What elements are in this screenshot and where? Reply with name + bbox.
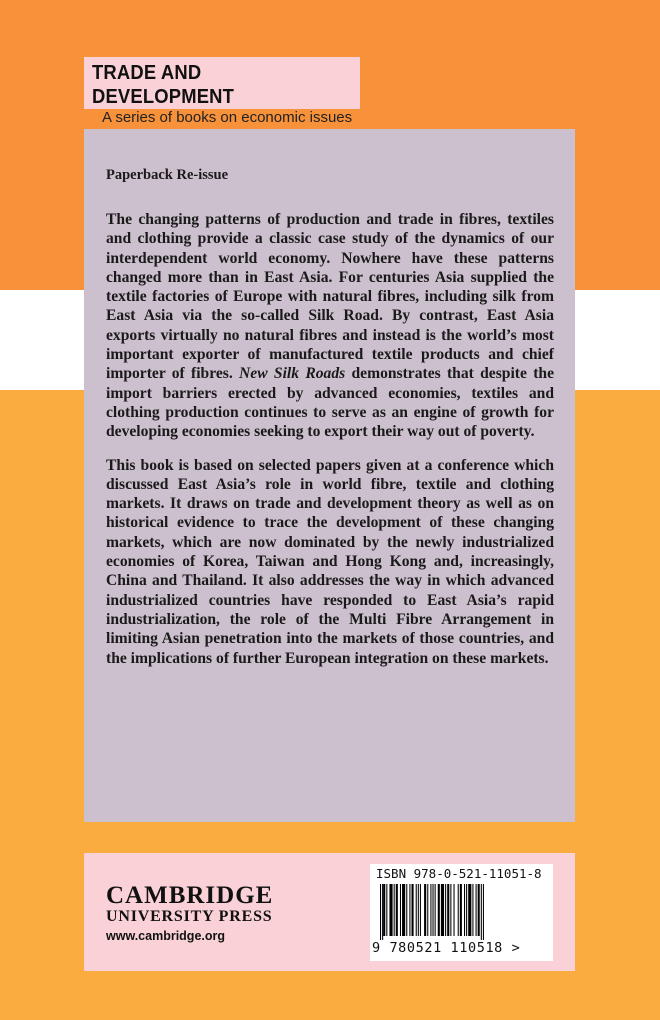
barcode-bar	[472, 884, 473, 936]
publisher-imprint	[84, 853, 575, 971]
barcode-bar	[416, 884, 417, 936]
barcode-bar	[430, 884, 431, 936]
barcode-bar	[433, 884, 434, 936]
barcode-bar	[394, 884, 395, 936]
barcode-bar	[396, 884, 398, 936]
blurb-paragraph-1-part-b: demonstrates that despite the import barriers erected by advanced economies, textiles and clothing production continues to serve as an engine of growth for developing economies seeking to export their way out of poverty.	[106, 365, 554, 441]
barcode-bar	[478, 884, 480, 936]
barcode-bar	[454, 884, 455, 936]
blurb-panel	[84, 129, 575, 822]
barcode-bar	[435, 884, 436, 936]
barcode-bar	[406, 884, 407, 936]
barcode-bar	[460, 884, 462, 936]
series-title: TRADE AND DEVELOPMENT	[92, 62, 235, 108]
blurb-paragraph-1-part-a: The changing patterns of production and trade in fibres, textiles and clothing provide a classic case study of the dynamics of our interdependent world economy. Nowhere have these patterns changed more than in East Asia. For centuries Asia supplied the textile factories of Europe with natural fibres, including silk from East Asia via the so-called Silk Road. By contrast, East Asia exports virtually no natural fibres and instead is the world’s most important exporter of manufactured textile products and chief importer of fibres.	[106, 211, 554, 383]
barcode-bar	[468, 884, 471, 936]
publisher-subname: UNIVERSITY PRESS	[106, 908, 273, 925]
barcode-bar	[458, 884, 459, 936]
series-subtitle: A series of books on economic issues	[102, 109, 353, 126]
barcode-bars	[378, 884, 536, 942]
isbn-barcode	[370, 864, 553, 961]
series-label	[84, 57, 360, 126]
barcode-bar	[382, 884, 383, 940]
barcode-bar	[386, 884, 387, 936]
barcode-bar	[481, 884, 482, 940]
publisher-url: www.cambridge.org	[106, 929, 226, 943]
barcode-bar	[418, 884, 419, 936]
barcode-bar	[445, 884, 446, 936]
barcode-bar	[420, 884, 421, 936]
barcode-bar	[466, 884, 467, 936]
barcode-bar	[483, 884, 484, 940]
reissue-heading: Paperback Re-issue	[106, 167, 229, 183]
barcode-bar	[464, 884, 465, 936]
barcode-bar	[383, 884, 385, 936]
barcode-bar	[389, 884, 392, 936]
barcode-bar	[441, 884, 444, 936]
publisher-name: CAMBRIDGE	[106, 882, 274, 909]
barcode-bar	[402, 884, 405, 936]
book-title-italic: New Silk Roads	[239, 365, 346, 383]
barcode-bar	[447, 884, 449, 936]
blurb-paragraph-2: This book is based on selected papers given at a conference which discussed East Asia’s role in world fibre, textile and clothing markets. It draws on trade and development theory as well as on historical evidence to trace the development of these changing markets, which are now dominated by the newly industrialized economies of Korea, Taiwan and Hong Kong and, increasingly, China and Thailand. It also addresses the way in which advanced industrialized countries have responded to East Asia’s rapid industrialization, the role of the Multi Fibre Arrangement in limiting Asian penetration into the markets of those countries, and the implications of further European integration on these markets.	[106, 456, 554, 667]
isbn-label: ISBN 978-0-521-11051-8	[376, 866, 542, 881]
barcode-bar	[438, 884, 440, 936]
barcode-bar	[450, 884, 451, 936]
barcode-bar	[412, 884, 414, 936]
barcode-bar	[409, 884, 410, 936]
barcode-bar	[400, 884, 401, 936]
barcode-bar	[380, 884, 381, 940]
barcode-digits: 9 780521 110518 >	[372, 940, 521, 956]
barcode-bar	[424, 884, 426, 936]
barcode-bar	[476, 884, 477, 936]
barcode-bar	[427, 884, 428, 936]
blurb-paragraph-1	[106, 210, 554, 442]
